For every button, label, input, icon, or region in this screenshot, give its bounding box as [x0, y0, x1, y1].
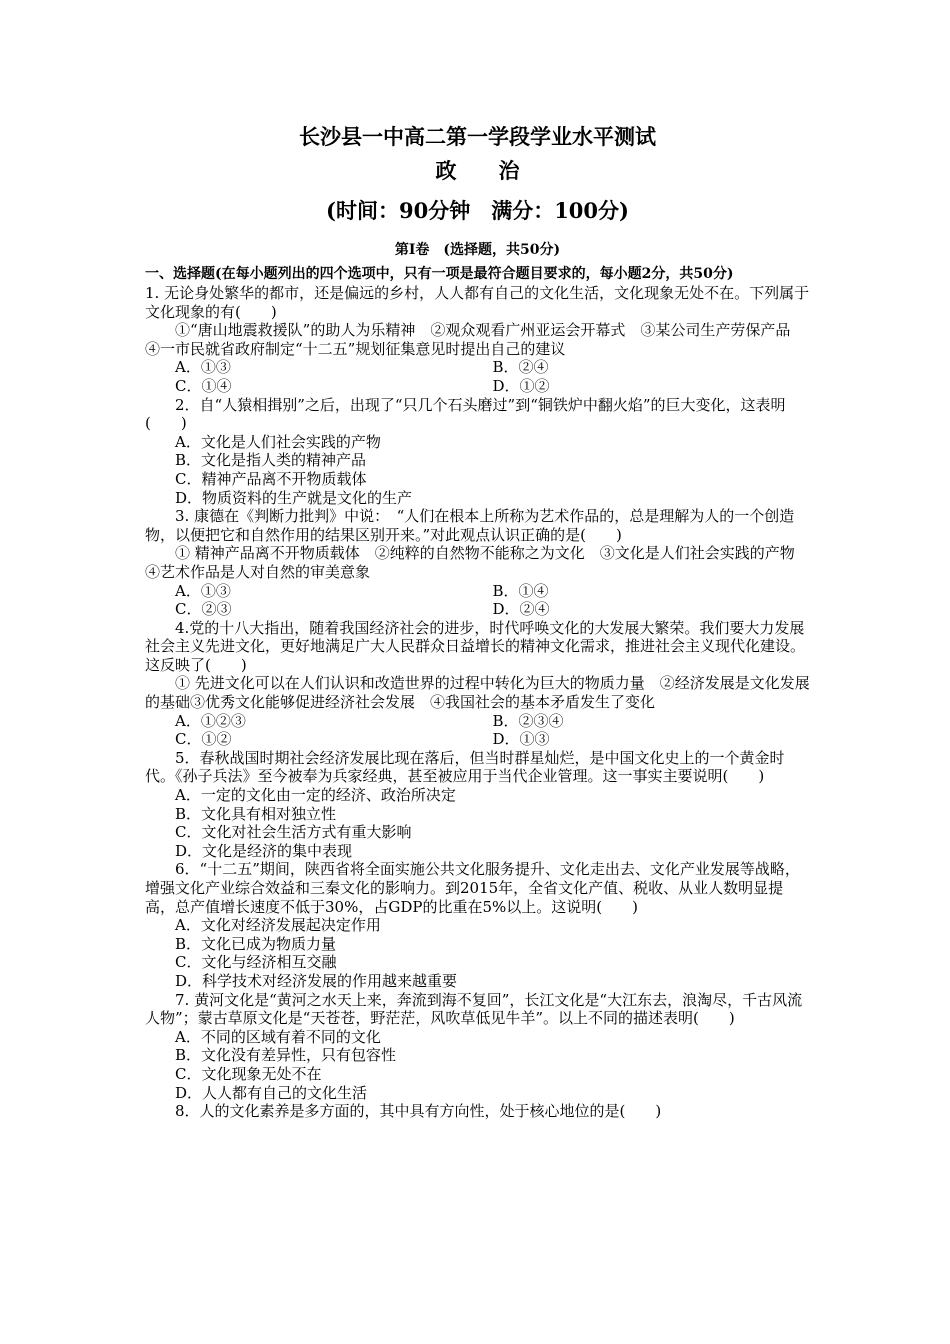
option-b[interactable]: B．②③④	[492, 711, 564, 730]
option-d[interactable]: D．物质资料的生产就是文化的生产	[175, 488, 413, 507]
options-row	[145, 358, 810, 377]
question-stem: 8．人的文化素养是多方面的，其中具有方向性，处于核心地位的是( )	[175, 1102, 662, 1121]
question-items: ① 先进文化可以在人们认识和改造世界的过程中转化为巨大的物质力量 ②经济发展是文化发展的基础③优秀文化能够促进经济社会发展 ④我国社会的基本矛盾发生了变化	[145, 674, 810, 712]
question-6	[145, 860, 810, 990]
subject-title	[145, 156, 810, 186]
question-items: ① 精神产品离不开物质载体 ②纯粹的自然物不能称之为文化 ③文化是人们社会实践的产物 ④艺术作品是人对自然的审美意象	[145, 544, 810, 581]
question-7	[145, 991, 810, 1103]
option-c[interactable]: C．文化对社会生活方式有重大影响	[175, 823, 412, 842]
option-d[interactable]: D．②④	[492, 600, 550, 619]
option-b[interactable]: B．②④	[492, 358, 549, 377]
options-row	[145, 712, 810, 731]
option-b[interactable]: B．文化没有差异性，只有包容性	[175, 1046, 397, 1065]
option-a[interactable]: A．文化对经济发展起决定作用	[175, 916, 381, 935]
question-stem: 3. 康德在《判断力批判》中说： “人们在根本上所称为艺术作品的，总是理解为人的一个创造物，以便把它和自然作用的结果区别开来。”对此观点认识正确的是( )	[145, 507, 795, 544]
time-info: (时间：90分钟 满分：100分)	[326, 198, 629, 223]
option-c[interactable]: C．②③	[175, 600, 232, 619]
option-b[interactable]: B．①④	[492, 581, 549, 600]
question-stem: 2．自“人猿相揖别”之后，出现了“只几个石头磨过”到“铜铁炉中翻火焰”的巨大变化，这表明( )	[145, 395, 786, 433]
options-row	[145, 377, 810, 396]
option-c[interactable]: C．文化现象无处不在	[175, 1064, 322, 1083]
option-d[interactable]: D．文化是经济的集中表现	[175, 841, 353, 860]
subject-char-2: 治	[498, 158, 520, 183]
option-a[interactable]: A．一定的文化由一定的经济、政治所决定	[175, 786, 456, 805]
option-a[interactable]: A．①②③	[175, 711, 246, 730]
option-a[interactable]: A．①③	[175, 581, 231, 600]
options-row	[145, 600, 810, 619]
options-row	[145, 582, 810, 601]
option-d[interactable]: D．科学技术对经济发展的作用越来越重要	[175, 971, 458, 990]
option-c[interactable]: C．①④	[175, 376, 232, 395]
question-4	[145, 619, 810, 749]
option-c[interactable]: C．精神产品离不开物质载体	[175, 469, 367, 488]
option-a[interactable]: A．文化是人们社会实践的产物	[175, 432, 381, 451]
question-2	[145, 396, 810, 508]
question-stem: 5．春秋战国时期社会经济发展比现在落后，但当时群星灿烂，是中国文化史上的一个黄金时代。《孙子兵法》至今被奉为兵家经典，甚至被应用于当代企业管理。这一事实主要说明( )	[145, 748, 785, 786]
section-heading: 一、选择题(在每小题列出的四个选项中，只有一项是最符合题目要求的，每小题2分，共50分)	[145, 266, 734, 282]
question-5	[145, 749, 810, 861]
option-b[interactable]: B．文化具有相对独立性	[175, 804, 337, 823]
question-3	[145, 507, 810, 619]
exam-title: 长沙县一中高二第一学段学业水平测试	[299, 124, 656, 149]
option-a[interactable]: A．①③	[175, 358, 231, 377]
options-row	[145, 730, 810, 749]
option-d[interactable]: D．①②	[492, 376, 550, 395]
option-c[interactable]: C．文化与经济相互交融	[175, 953, 337, 972]
question-8	[145, 1102, 810, 1121]
question-stem: 7. 黄河文化是“黄河之水天上来，奔流到海不复回”，长江文化是“大江东去，浪淘尽，千古风流人物”；蒙古草原文化是“天苍苍，野茫茫，风吹草低见牛羊”。以上不同的描述表明( )	[145, 990, 803, 1028]
document-content	[145, 120, 810, 1121]
option-d[interactable]: D．人人都有自己的文化生活	[175, 1083, 368, 1102]
part-heading: 第Ⅰ卷 (选择题，共50分)	[394, 242, 561, 258]
option-a[interactable]: A．不同的区域有着不同的文化	[175, 1027, 381, 1046]
option-c[interactable]: C．①②	[175, 730, 232, 749]
question-stem: 6．“十二五”期间，陕西省将全面实施公共文化服务提升、文化走出去、文化产业发展等战略，增强文化产业综合效益和三秦文化的影响力。到2015年，全省文化产值、税收、从业人数明显提高，总产值增长速度不低于30%，占GDP的比重在5%以上。这说明( )	[145, 860, 800, 916]
option-b[interactable]: B．文化是指人类的精神产品	[175, 451, 367, 470]
question-1	[145, 284, 810, 396]
question-items: ①“唐山地震救援队”的助人为乐精神 ②观众观看广州亚运会开幕式 ③某公司生产劳保产品 ④一市民就省政府制定“十二五”规划征集意见时提出自己的建议	[145, 321, 806, 358]
subject-char-1: 政	[435, 158, 457, 183]
question-stem: 1. 无论身处繁华的都市，还是偏远的乡村，人人都有自己的文化生活，文化现象无处不在。下列属于文化现象的有( )	[145, 284, 810, 321]
question-stem: 4.党的十八大指出，随着我国经济社会的进步，时代呼唤文化的大发展大繁荣。我们要大力发展社会主义先进文化，更好地满足广大人民群众日益增长的精神文化需求，推进社会主义现代化建设。这反映了( )	[145, 618, 806, 674]
option-b[interactable]: B．文化已成为物质力量	[175, 934, 337, 953]
option-d[interactable]: D．①③	[492, 730, 550, 749]
